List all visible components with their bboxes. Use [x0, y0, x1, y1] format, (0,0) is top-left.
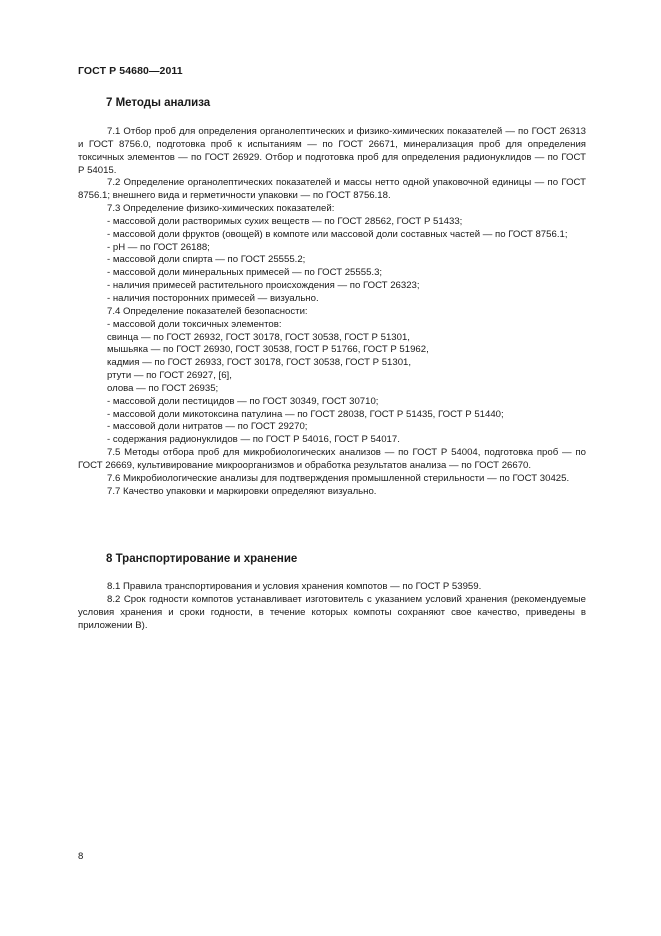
paragraph: - массовой доли нитратов — по ГОСТ 29270;	[107, 421, 308, 433]
paragraph: 7.6 Микробиологические анализы для подтверждения промышленной стерильности — по ГОСТ 30425.	[107, 472, 570, 484]
paragraph: 8.2 Срок годности компотов устанавливает изготовитель с указанием условий хранения (рекомендуемые условия хранения и сроки годности, в течение которых компоты сохраняют свое качество, приведены в приложении В).	[78, 593, 586, 631]
paragraph: 8.1 Правила транспортирования и условия хранения компотов — по ГОСТ Р 53959.	[107, 581, 482, 592]
paragraph: 7.5 Методы отбора проб для микробиологических анализов — по ГОСТ Р 54004, подготовка проб — по ГОСТ 26669, культивирование микроорганизмов и обработка результатов анализа — по ГОСТ 26670.	[78, 447, 586, 471]
page-number: 8	[78, 851, 84, 862]
paragraph: - наличия примесей растительного происхождения — по ГОСТ 26323;	[107, 280, 420, 292]
list-subitem: олова — по ГОСТ 26935;	[107, 382, 219, 394]
paragraph: - массовой доли пестицидов — по ГОСТ 30349, ГОСТ 30710;	[107, 395, 379, 407]
paragraph: 7.7 Качество упаковки и маркировки определяют визуально.	[107, 485, 377, 497]
paragraph: 7.2 Определение органолептических показателей и массы нетто одной упаковочной единицы — по ГОСТ 8756.1; внешнего вида и герметичности упаковки — по ГОСТ 8756.18.	[78, 177, 586, 202]
list-subitem: мышьяка — по ГОСТ 26930, ГОСТ 30538, ГОСТ Р 51766, ГОСТ Р 51962,	[107, 344, 429, 356]
paragraph: 7.4 Определение показателей безопасности:	[107, 305, 308, 317]
paragraph: - наличия посторонних примесей — визуально.	[107, 292, 319, 304]
document-header: ГОСТ Р 54680—2011	[78, 65, 183, 77]
paragraph: - массовой доли микотоксина патулина — по ГОСТ 28038, ГОСТ Р 51435, ГОСТ Р 51440;	[107, 408, 504, 420]
list-subitem: ртути — по ГОСТ 26927, [6],	[107, 370, 232, 382]
paragraph: - pH — по ГОСТ 26188;	[107, 241, 210, 253]
paragraph: 7.1 Отбор проб для определения органолептических и физико-химических показателей — по ГОСТ 26313 и ГОСТ 8756.0, подготовка проб к испытаниям — по ГОСТ 26671, минерализация проб для определения токсичных элементов — по ГОСТ 26929. Отбор и подготовка проб для определения радионуклидов — по ГОСТ Р 54015.	[78, 126, 586, 176]
paragraph: - массовой доли фруктов (овощей) в компоте или массовой доли составных частей — по ГОСТ 8756.1;	[107, 228, 568, 240]
paragraph: - массовой доли растворимых сухих веществ — по ГОСТ 28562, ГОСТ Р 51433;	[107, 215, 463, 227]
paragraph: - массовой доли спирта — по ГОСТ 25555.2;	[107, 254, 306, 266]
list-subitem: свинца — по ГОСТ 26932, ГОСТ 30178, ГОСТ 30538, ГОСТ Р 51301,	[107, 331, 410, 343]
section-body-transport	[78, 581, 586, 632]
section-title-transport: 8 Транспортирование и хранение	[106, 553, 298, 565]
section-body-methods	[78, 126, 586, 498]
paragraph: - массовой доли токсичных элементов:	[107, 318, 282, 330]
paragraph: - массовой доли минеральных примесей — по ГОСТ 25555.3;	[107, 267, 383, 279]
list-subitem: кадмия — по ГОСТ 26933, ГОСТ 30178, ГОСТ 30538, ГОСТ Р 51301,	[107, 357, 412, 369]
paragraph: - содержания радионуклидов — по ГОСТ Р 54016, ГОСТ Р 54017.	[107, 434, 400, 446]
paragraph: 7.3 Определение физико-химических показателей:	[107, 203, 335, 215]
section-title-methods: 7 Методы анализа	[106, 97, 211, 109]
